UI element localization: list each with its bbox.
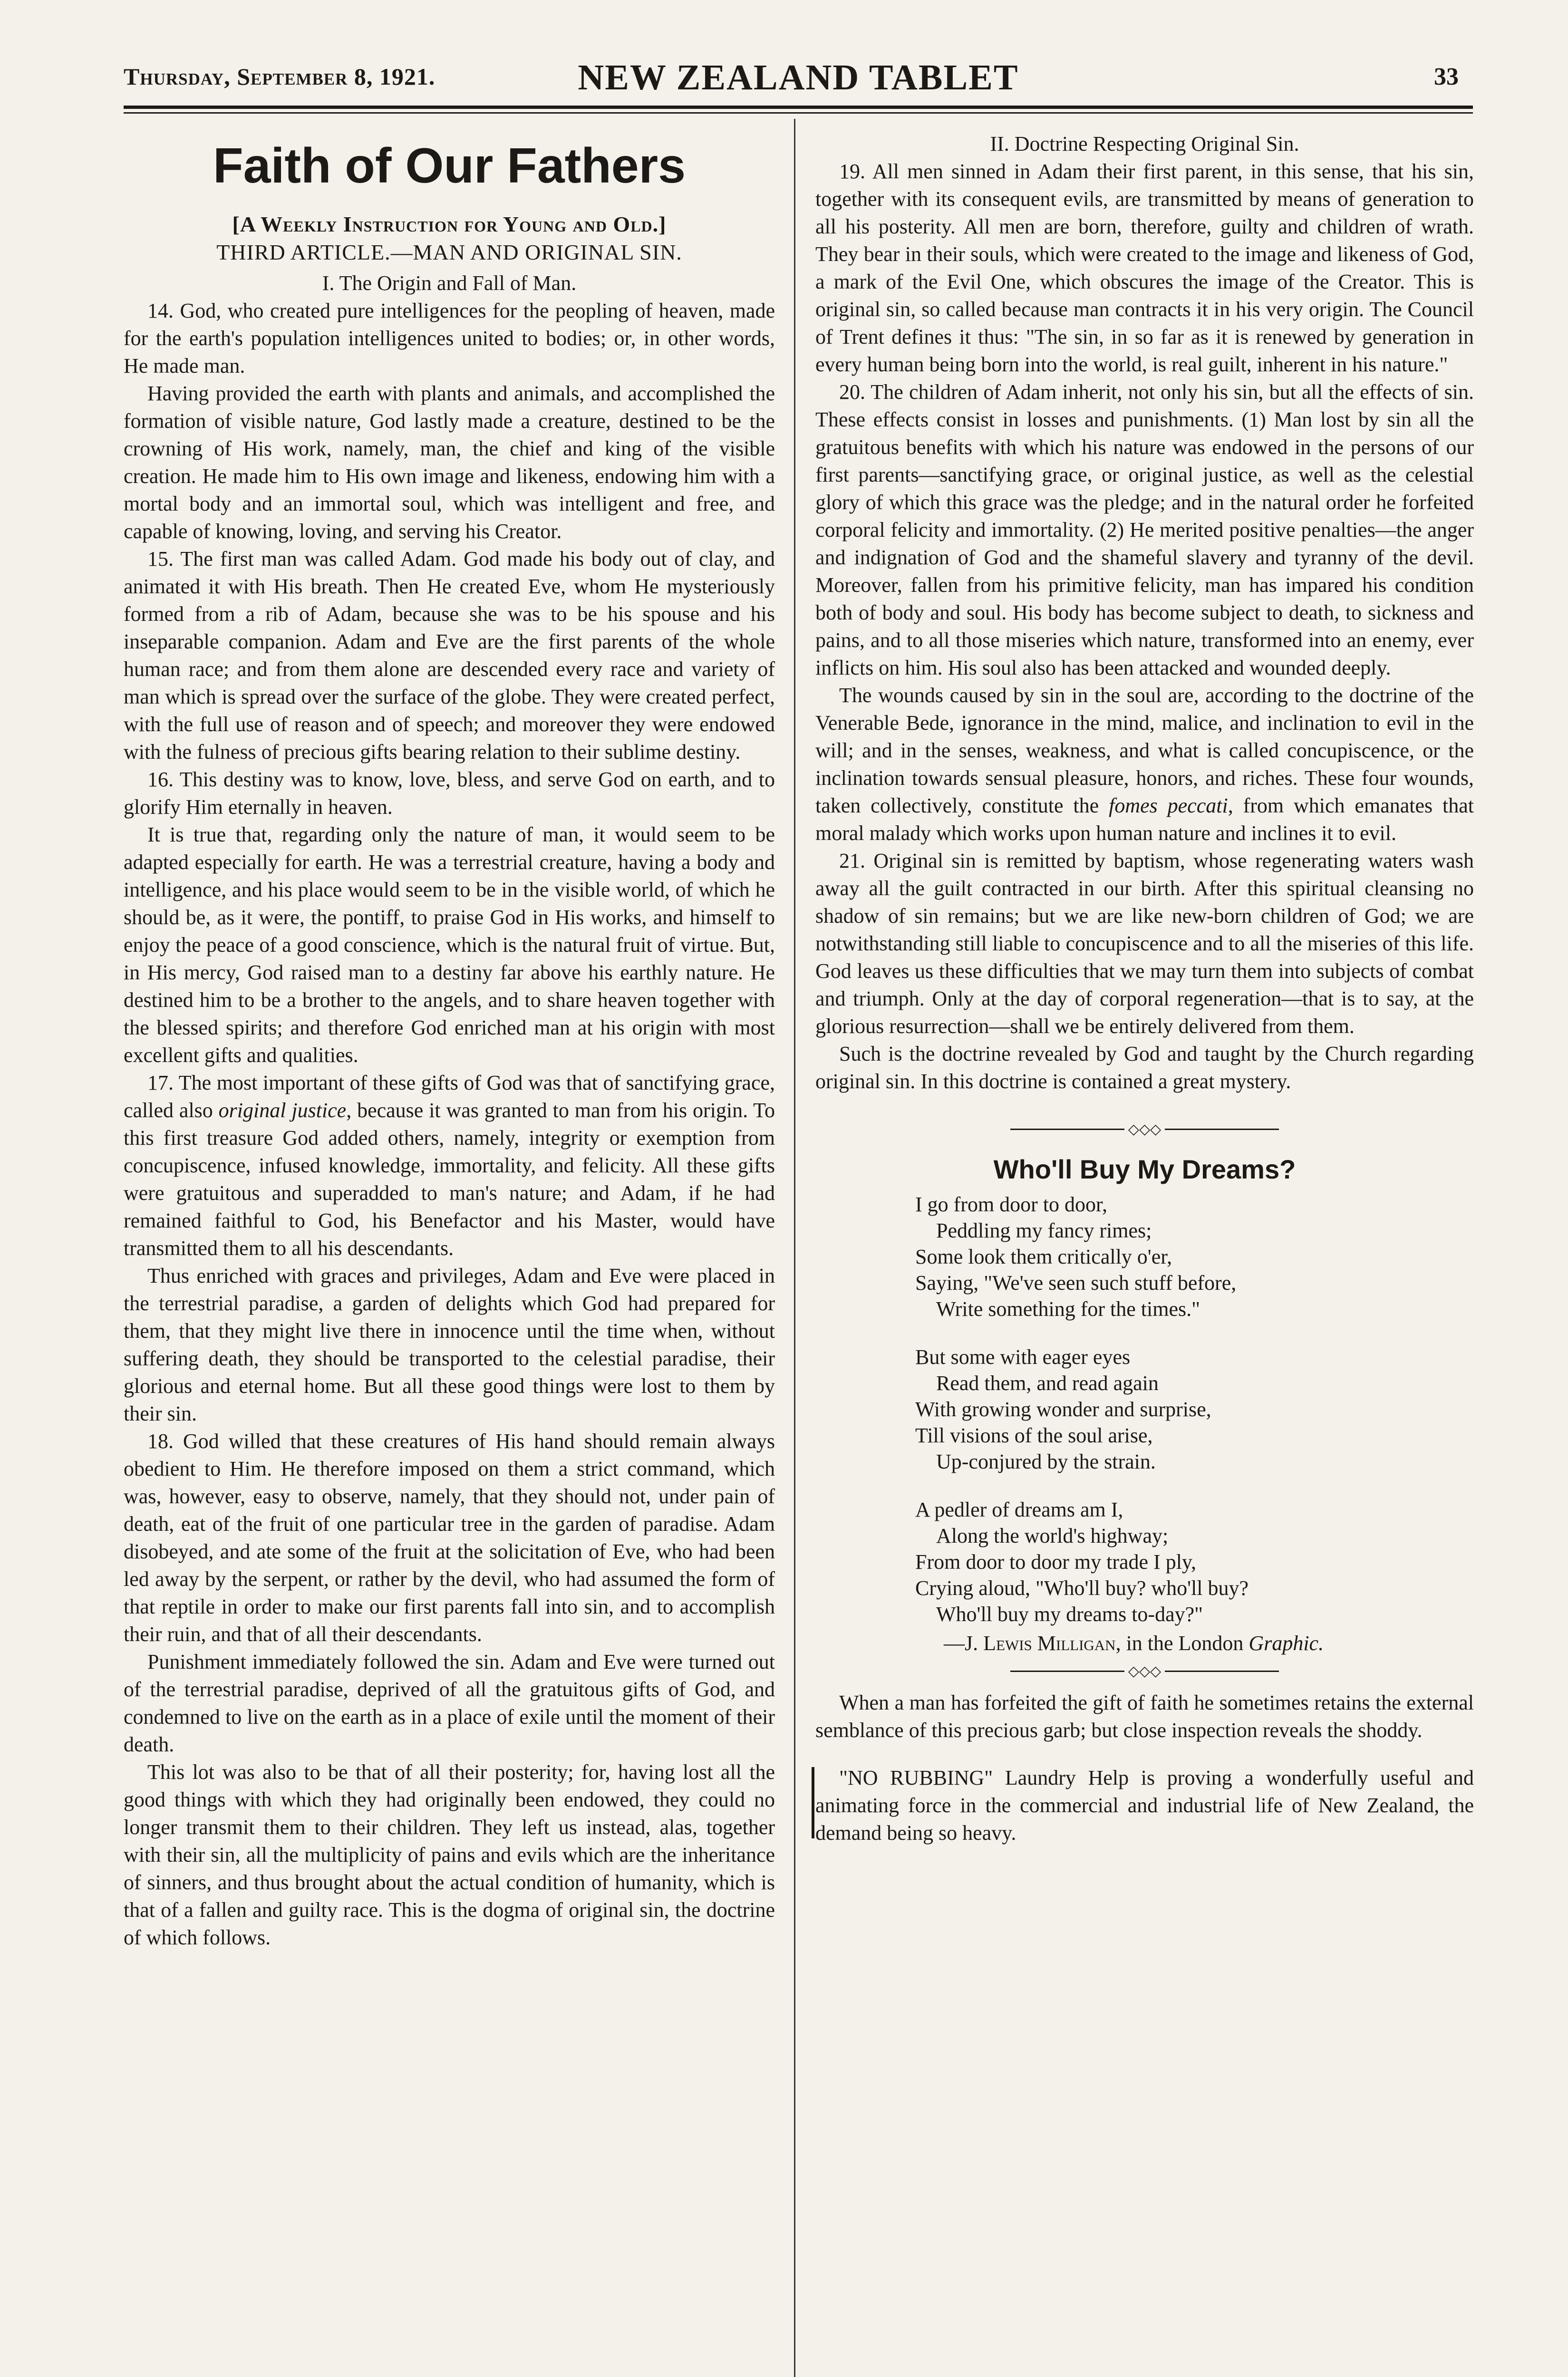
poem-line: A pedler of dreams am I, — [915, 1498, 1123, 1521]
section-heading-origin: I. The Origin and Fall of Man. — [322, 271, 577, 295]
poem-stanza-3 — [915, 1497, 1474, 1627]
section-heading-doctrine: II. Doctrine Respecting Original Sin. — [990, 132, 1299, 155]
paragraph-15: 15. The first man was called Adam. God made his body out of clay, and animated it with His breath. Then He created Eve, whom He mysteriously formed from a rib of Adam, because she was to be his spouse and his inseparable companion. Adam and Eve are the first parents of the whole human race; and from them alone are descended every race and variety of man which is spread over the surface of the globe. They were created perfect, with the full use of reason and of speech; and moreover they were endowed with the fulness of precious gifts bearing relation to their sublime destiny. — [124, 547, 775, 763]
paragraph-19: 19. All men sinned in Adam their first parent, in this sense, that his sin, together with its consequent evils, are transmitted by means of generation to all his posterity. All men are born, therefore, guilty and children of wrath. They bear in their souls, which were created to the image and likeness of God, a mark of the Evil One, which obscures the image of the Creator. This is original sin, so called because man contracts it in his very origin. The Council of Trent defines it thus: "The sin, in so far as it is renewed by generation in every human being born into the world, is real guilt, inherent in his nature." — [815, 160, 1474, 376]
issue-date: Thursday, September 8, 1921. — [124, 63, 436, 90]
masthead-rule-thin — [124, 112, 1473, 114]
newspaper-title: NEW ZEALAND TABLET — [578, 58, 1019, 97]
paragraph-16b: It is true that, regarding only the nature of man, it would seem to be adapted especially for earth. He was a terrestrial creature, having a body and intelligence, and his place would seem to be in the visible world, of which he should be, as it were, the pontiff, to praise God in His works, and himself to enjoy the peace of a good conscience, which is the natural fruit of virtue. But, in His mercy, God raised man to a destiny far above his earthly nature. He destined him to be a brother to the angels, and to share heaven together with the blessed spirits; and therefore God enriched man at his origin with most excellent gifts and qualities. — [124, 823, 775, 1067]
notice-bar — [812, 1767, 814, 1838]
faith-filler: When a man has forfeited the gift of faith he sometimes retains the external semblance of this precious garb; but close inspection reveals the shoddy. — [815, 1691, 1474, 1742]
poem-stanza-2 — [915, 1344, 1474, 1475]
poem-line: Saying, "We've seen such stuff before, — [915, 1271, 1237, 1295]
paragraph-14b: Having provided the earth with plants and animals, and accomplished the formation of visible nature, God lastly made a creature, destined to be the crowning of His work, namely, man, the chief and king of the visible creation. He made him to His own image and likeness, endowing him with a mortal body and an immortal soul, which was intelligent and free, and capable of knowing, loving, and serving his Creator. — [124, 382, 775, 543]
paragraph-18: 18. God willed that these creatures of His hand should remain always obedient to Him. He therefore imposed on them a strict command, which was, however, easy to observe, namely, that they should not, under pain of death, eat of the fruit of one particular tree in the garden of paradise. Adam disobeyed, and ate some of the fruit at the solicitation of Eve, who had been led away by the serpent, or rather by the devil, who had assumed the form of that reptile in order to make our first parents fall into sin, and to accomplish their ruin, and that of all their descendants. — [124, 1430, 775, 1646]
paragraph-21: 21. Original sin is remitted by baptism, whose regenerating waters wash away all the guilt contracted in our birth. After this spiritual cleansing no shadow of sin remains; but we are like new-born children of God; we are notwithstanding still liable to concupiscence and to all the miseries of this life. God leaves us these difficulties that we may turn them into subjects of combat and triumph. Only at the day of corporal regeneration—that is to say, at the glorious resurrection—shall we be entirely delivered from them. — [815, 849, 1474, 1038]
paragraph-20b-text-b: , from which emanates that moral malady which works upon human nature and inclines it to evil. — [815, 794, 1474, 845]
article-title: Faith of Our Fathers — [213, 138, 686, 193]
page-number: 33 — [1434, 63, 1459, 90]
paragraph-18c: This lot was also to be that of all their posterity; for, having lost all the good things with which they had originally been endowed, they could no longer transmit them to their children. They left us instead, alas, together with their sin, all the multiplicity of pains and evils which are the inheritance of sinners, and thus brought about the actual condition of humanity, which is that of a fallen and guilty race. This is the dogma of original sin, the doctrine of which follows. — [124, 1760, 775, 1949]
paragraph-21b: Such is the doctrine revealed by God and taught by the Church regarding original sin. In this doctrine is contained a great mystery. — [815, 1042, 1474, 1093]
poem-line: Who'll buy my dreams to-day?" — [936, 1603, 1203, 1626]
ornament-divider — [815, 1663, 1474, 1680]
poem-line: Write something for the times." — [936, 1297, 1200, 1321]
paragraph-18b: Punishment immediately followed the sin. Adam and Eve were turned out of the terrestrial paradise, deprived of all the gratuitous gifts of God, and condemned to live on the earth as in a place of exile until the moment of their death. — [124, 1650, 775, 1756]
poem-credit-dash: — — [944, 1632, 965, 1655]
paragraph-20b-emphasis: fomes peccati — [1109, 794, 1228, 817]
paragraph-17 — [124, 1069, 775, 1262]
poem-line: Up-conjured by the strain. — [936, 1450, 1156, 1473]
poem-line: Crying aloud, "Who'll buy? who'll buy? — [915, 1576, 1249, 1600]
poem-line: Peddling my fancy rimes; — [936, 1219, 1152, 1242]
diamond-ornament-icon: ◇◇◇ — [1128, 1663, 1161, 1680]
poem-line: From door to door my trade I ply, — [915, 1550, 1197, 1574]
poem-credit — [915, 1630, 1474, 1656]
poem-author: J. Lewis Milligan — [965, 1632, 1116, 1655]
no-rubbing-notice — [815, 1764, 1474, 1847]
poem-title: Who'll Buy My Dreams? — [993, 1154, 1296, 1184]
paragraph-14: 14. God, who created pure intelligences for the peopling of heaven, made for the earth's population intelligences united to bodies; or, in other words, He made man. — [124, 299, 775, 377]
masthead-rule — [124, 106, 1473, 109]
poem-line: Read them, and read again — [936, 1372, 1159, 1395]
diamond-ornament-icon: ◇◇◇ — [1128, 1121, 1161, 1138]
poem-credit-mid: , in the London — [1115, 1632, 1249, 1655]
paragraph-20b-text-a: The wounds caused by sin in the soul are, according to the doctrine of the Venerable Bede, ignorance in the mind, malice, and inclination to evil in the will; and in the senses, weakness, and what is called concupiscence, or the inclination towards sensual pleasure, honors, and riches. These four wounds, taken collectively, constitute the — [815, 684, 1474, 817]
column-divider — [794, 119, 795, 2377]
paragraph-20: 20. The children of Adam inherit, not only his sin, but all the effects of sin. These effects consist in losses and punishments. (1) Man lost by sin all the gratuitous benefits with which his nature was endowed in the persons of our first parents—sanctifying grace, or original justice, as well as the celestial glory of which this grace was the pledge; and in the natural order he forfeited corporal felicity and immortality. (2) He merited positive penalties—the anger and indignation of God and the shameful slavery and tyranny of the devil. Moreover, fallen from his primitive felicity, man has impared his condition both of body and soul. His body has become subject to death, to sickness and pains, and to all those miseries which nature, transformed into an enemy, ever inflicts on him. His soul also has been attacked and wounded deeply. — [815, 380, 1474, 679]
paragraph-17-text-a: 17. The most important of these gifts of God was that of sanctifying grace, called also — [124, 1071, 775, 1122]
paragraph-20b — [815, 682, 1474, 847]
poem — [815, 1191, 1474, 1656]
paragraph-17-text-b: , because it was granted to man from his origin. To this first treasure God added others, namely, integrity or exemption from concupiscence, infused knowledge, immortality, and felicity. All these gifts were gratuitous and superadded to man's nature; and Adam, if he had remained faithful to God, his Benefactor and his Master, would have transmitted them to all his descendants. — [124, 1099, 775, 1260]
paragraph-17-emphasis: original justice — [218, 1099, 347, 1122]
poem-line: I go from door to door, — [915, 1193, 1107, 1216]
poem-line: But some with eager eyes — [915, 1345, 1131, 1369]
poem-stanza-1 — [915, 1191, 1474, 1322]
paragraph-16: 16. This destiny was to know, love, bless, and serve God on earth, and to glorify Him eternally in heaven. — [124, 768, 775, 819]
masthead — [124, 57, 1473, 105]
paragraph-17b: Thus enriched with graces and privileges, Adam and Eve were placed in the terrestrial paradise, a garden of delights which God had prepared for them, that they might live there in innocence until the time when, without suffering death, they should be transported to the celestial paradise, their glorious and eternal home. But all these good things were lost to them by their sin. — [124, 1264, 775, 1425]
article-subtitle: [A Weekly Instruction for Young and Old.] — [232, 212, 667, 236]
poem-line: Till visions of the soul arise, — [915, 1424, 1153, 1447]
left-column — [124, 128, 775, 1952]
article-number: THIRD ARTICLE.—MAN AND ORIGINAL SIN. — [216, 240, 682, 264]
ornament-divider — [815, 1121, 1474, 1138]
poem-line: Some look them critically o'er, — [915, 1245, 1172, 1268]
right-column — [815, 128, 1474, 1847]
poem-line: With growing wonder and surprise, — [915, 1398, 1211, 1421]
poem-line: Along the world's highway; — [936, 1524, 1169, 1547]
poem-source: Graphic. — [1249, 1632, 1324, 1655]
no-rubbing-text: "NO RUBBING" Laundry Help is proving a wonderfully useful and animating force in the commercial and industrial life of New Zealand, the demand being so heavy. — [815, 1766, 1474, 1845]
